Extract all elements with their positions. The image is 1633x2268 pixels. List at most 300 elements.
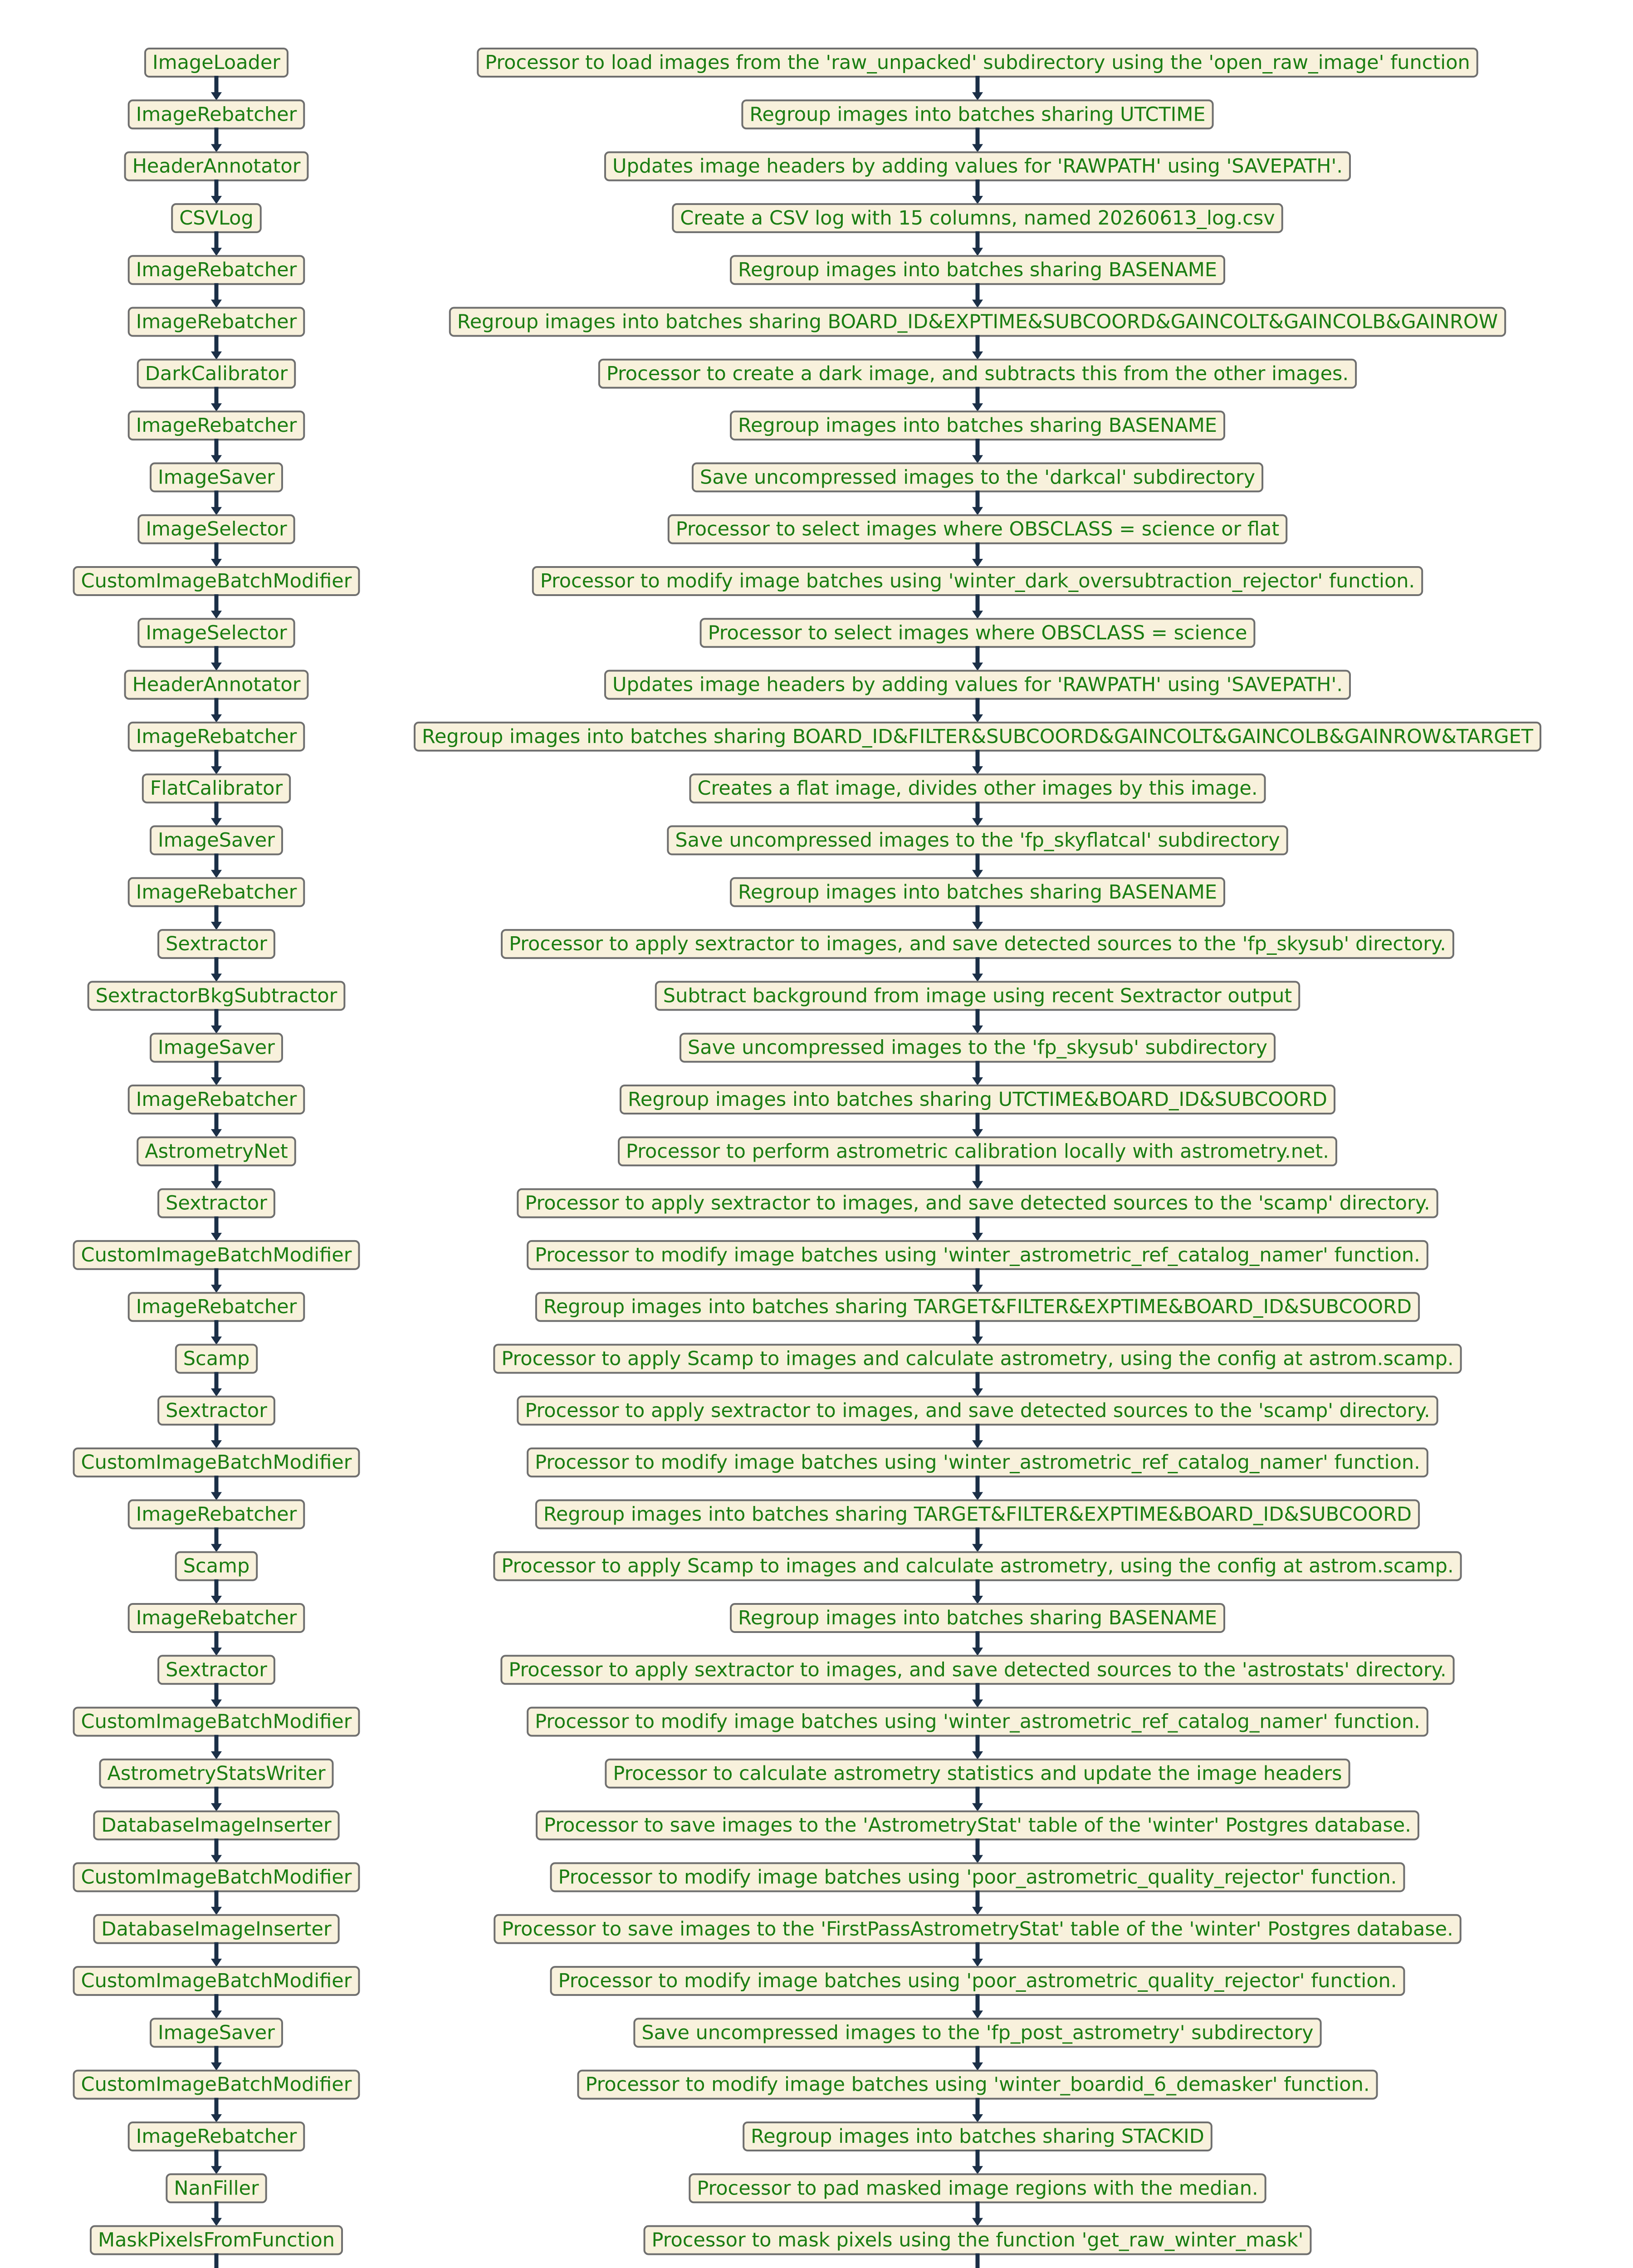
flow-arrow-right	[972, 1735, 983, 1760]
flow-arrow-left	[211, 2098, 222, 2122]
flow-arrow-left-head	[211, 870, 222, 878]
flow-arrow-right	[972, 1164, 983, 1189]
flow-arrow-left-head	[211, 922, 222, 930]
flow-arrow-right-head	[972, 1647, 983, 1656]
flow-arrow-right	[972, 2150, 983, 2174]
flow-arrow-left	[211, 2253, 222, 2268]
flow-arrow-right-head	[972, 507, 983, 515]
step-description	[502, 930, 1453, 958]
step-sextractor-label: Sextractor	[166, 1399, 267, 1422]
flow-arrow-right	[972, 231, 983, 256]
flow-arrow-right-head	[972, 2166, 983, 2174]
flow-arrow-left-head	[211, 818, 222, 826]
step-description	[528, 1708, 1428, 1736]
flow-arrow-left-head	[211, 1337, 222, 1345]
step-custom-image-batch-modifier	[74, 1448, 359, 1476]
step-custom-image-batch-modifier-label: CustomImageBatchModifier	[81, 1451, 352, 1474]
step-custom-image-batch-modifier	[74, 1708, 359, 1736]
flow-arrow-right	[972, 698, 983, 723]
flow-arrow-right-head	[972, 559, 983, 567]
step-scamp	[176, 1345, 257, 1373]
step-description-label: Regroup images into batches sharing TARGET&FILTER&EXPTIME&BOARD_ID&SUBCOORD	[543, 1295, 1412, 1319]
flow-arrow-left-head	[211, 1440, 222, 1448]
step-description	[537, 1811, 1418, 1839]
step-image-rebatcher-label: ImageRebatcher	[136, 310, 297, 333]
step-description-label: Regroup images into batches sharing BASENAME	[738, 259, 1217, 282]
step-image-rebatcher	[129, 1293, 304, 1321]
step-image-selector	[138, 515, 294, 543]
flow-arrow-left-head	[211, 248, 222, 256]
step-description	[551, 1863, 1404, 1892]
flow-arrow-right-head	[972, 144, 983, 152]
step-description-label: Processor to modify image batches using 'poor_astrometric_quality_rejector' function.	[558, 1970, 1397, 1993]
flow-arrow-right	[972, 594, 983, 619]
flow-arrow-left	[211, 127, 222, 152]
step-scamp-label: Scamp	[183, 1347, 250, 1370]
flow-arrow-right	[972, 1527, 983, 1552]
step-csvlog-label: CSVLog	[179, 206, 254, 230]
flow-arrow-right	[972, 802, 983, 826]
flow-arrow-left-head	[211, 1751, 222, 1760]
step-description	[668, 826, 1287, 855]
step-description-label: Regroup images into batches sharing BOARD_ID&EXPTIME&SUBCOORD&GAINCOLT&GAINCOLB&GAINROW	[457, 310, 1498, 333]
flow-arrow-left-head	[211, 144, 222, 152]
step-description	[743, 2122, 1212, 2151]
flow-arrow-right	[972, 1579, 983, 1604]
flow-arrow-left-head	[211, 2010, 222, 2019]
flow-arrow-right	[972, 1217, 983, 1241]
flow-arrow-left-head	[211, 1026, 222, 1034]
step-custom-image-batch-modifier-label: CustomImageBatchModifier	[81, 1866, 352, 1889]
flow-arrow-left	[211, 439, 222, 463]
step-description-label: Processor to apply sextractor to images, and save detected sources to the 'fp_skysub' directory.	[509, 933, 1446, 956]
flow-arrow-right-head	[972, 1337, 983, 1345]
flow-arrow-right-head	[972, 248, 983, 256]
flow-arrow-right-head	[972, 1544, 983, 1552]
step-dark-calibrator-label: DarkCalibrator	[145, 362, 288, 385]
flow-arrow-right	[972, 283, 983, 308]
step-sextractor	[158, 930, 274, 958]
step-description	[645, 2226, 1311, 2254]
flow-arrow-left	[211, 1683, 222, 1707]
flow-arrow-right-head	[972, 403, 983, 411]
step-database-image-inserter-label: DatabaseImageInserter	[101, 1814, 332, 1837]
flow-arrow-right	[972, 1372, 983, 1397]
flow-arrow-right-head	[972, 1596, 983, 1604]
flow-arrow-right-head	[972, 870, 983, 878]
flow-arrow-right-head	[972, 1181, 983, 1189]
step-description	[501, 1656, 1453, 1684]
step-sextractor-bkg-subtractor	[88, 982, 345, 1010]
step-csvlog	[172, 204, 261, 232]
step-description-label: Regroup images into batches sharing BASENAME	[738, 880, 1217, 904]
step-astrometry-net	[137, 1137, 295, 1165]
step-description-label: Updates image headers by adding values for 'RAWPATH' using 'SAVEPATH'.	[612, 155, 1343, 178]
step-description	[578, 2071, 1377, 2099]
flow-arrow-right-head	[972, 1077, 983, 1085]
step-custom-image-batch-modifier	[74, 567, 359, 595]
flow-arrow-right	[972, 1994, 983, 2019]
step-description	[536, 1500, 1419, 1528]
step-description-label: Processor to load images from the 'raw_unpacked' subdirectory using the 'open_raw_image' function	[485, 51, 1470, 74]
step-header-annotator	[125, 152, 308, 181]
step-image-rebatcher-label: ImageRebatcher	[136, 414, 297, 437]
step-description-label: Save uncompressed images to the 'fp_skyflatcal' subdirectory	[675, 829, 1280, 852]
step-description-label: Processor to apply sextractor to images, and save detected sources to the 'astrostats' directory.	[508, 1658, 1447, 1681]
flow-arrow-left	[211, 1735, 222, 1760]
flow-arrow-left-head	[211, 2218, 222, 2226]
step-description	[693, 463, 1262, 491]
flow-arrow-left-head	[211, 1803, 222, 1811]
step-description-label: Regroup images into batches sharing STACKID	[751, 2125, 1204, 2148]
step-custom-image-batch-modifier-label: CustomImageBatchModifier	[81, 2073, 352, 2096]
processor-name-column	[74, 49, 359, 2268]
step-description	[634, 2019, 1320, 2047]
step-custom-image-batch-modifier	[74, 2071, 359, 2099]
step-image-selector-label: ImageSelector	[146, 621, 287, 645]
flow-arrow-left-head	[211, 1544, 222, 1552]
flow-arrow-right	[972, 1476, 983, 1500]
step-database-image-inserter-label: DatabaseImageInserter	[101, 1917, 332, 1941]
step-description	[478, 49, 1477, 77]
step-astrometry-stats-writer	[100, 1760, 332, 1788]
step-description-label: Processor to modify image batches using 'winter_astrometric_ref_catalog_namer' function.	[535, 1451, 1420, 1474]
step-image-rebatcher-label: ImageRebatcher	[136, 725, 297, 748]
step-custom-image-batch-modifier	[74, 1967, 359, 1995]
flow-arrow-left	[211, 1891, 222, 1915]
step-dark-calibrator	[138, 360, 295, 388]
step-custom-image-batch-modifier-label: CustomImageBatchModifier	[81, 570, 352, 592]
step-description	[605, 671, 1350, 699]
step-image-rebatcher	[129, 256, 304, 284]
flow-arrow-right	[972, 2201, 983, 2226]
flow-arrow-left-head	[211, 611, 222, 619]
step-description	[606, 1760, 1349, 1788]
flow-arrow-right	[972, 490, 983, 515]
step-image-rebatcher-label: ImageRebatcher	[136, 880, 297, 904]
step-description	[656, 982, 1299, 1010]
flow-arrow-right-head	[972, 1907, 983, 1915]
step-description-label: Processor to apply sextractor to images, and save detected sources to the 'scamp' directory.	[525, 1192, 1430, 1215]
step-description	[494, 1345, 1461, 1373]
flow-arrow-right-head	[972, 1233, 983, 1241]
step-sextractor-label: Sextractor	[166, 1658, 267, 1681]
step-description-label: Processor to apply Scamp to images and calculate astrometry, using the config at astrom.scamp.	[501, 1347, 1454, 1370]
flow-arrow-right-head	[972, 1855, 983, 1863]
flow-arrow-left-head	[211, 1388, 222, 1397]
step-custom-image-batch-modifier-label: CustomImageBatchModifier	[81, 1243, 352, 1266]
flow-arrow-left	[211, 1320, 222, 1344]
step-image-rebatcher	[129, 1604, 304, 1632]
flow-arrow-right	[972, 76, 983, 100]
flow-arrow-right	[972, 1891, 983, 1915]
step-header-annotator-label: HeaderAnnotator	[132, 155, 301, 178]
step-image-rebatcher	[129, 411, 304, 440]
step-image-saver-label: ImageSaver	[158, 1036, 275, 1059]
flow-arrow-right-head	[972, 1751, 983, 1760]
step-image-rebatcher	[129, 2122, 304, 2151]
flow-arrow-right	[972, 1113, 983, 1137]
flow-arrow-right	[972, 854, 983, 878]
flow-arrow-left-head	[211, 507, 222, 515]
flow-arrow-right	[972, 127, 983, 152]
flow-arrow-right-head	[972, 1959, 983, 1967]
flow-arrow-right-head	[972, 922, 983, 930]
step-image-saver	[151, 826, 282, 855]
step-description-label: Processor to apply Scamp to images and calculate astrometry, using the config at astrom.scamp.	[501, 1554, 1454, 1578]
flow-arrow-left-head	[211, 1959, 222, 1967]
flow-arrow-left	[211, 957, 222, 982]
flow-arrow-left	[211, 1527, 222, 1552]
step-description	[731, 1604, 1224, 1632]
step-image-rebatcher-label: ImageRebatcher	[136, 1295, 297, 1319]
step-description-label: Processor to calculate astrometry statistics and update the image headers	[613, 1762, 1342, 1785]
flow-arrow-left-head	[211, 559, 222, 567]
step-description	[518, 1189, 1437, 1217]
step-mask-pixels-from-function	[91, 2226, 342, 2254]
flow-arrow-right-head	[972, 455, 983, 463]
step-description-label: Processor to modify image batches using 'poor_astrometric_quality_rejector' function.	[558, 1866, 1397, 1889]
step-description	[701, 619, 1255, 647]
step-custom-image-batch-modifier	[74, 1241, 359, 1269]
flow-arrow-left-head	[211, 352, 222, 360]
step-database-image-inserter	[94, 1915, 338, 1943]
step-description-label: Regroup images into batches sharing UTCTIME	[749, 103, 1206, 126]
step-image-rebatcher-label: ImageRebatcher	[136, 103, 297, 126]
step-description	[731, 256, 1224, 284]
flow-arrow-left	[211, 1217, 222, 1241]
step-image-rebatcher-label: ImageRebatcher	[136, 1503, 297, 1526]
flow-arrow-left	[211, 1268, 222, 1293]
flow-arrow-right-head	[972, 766, 983, 774]
flow-arrow-right-head	[972, 714, 983, 723]
step-description-label: Updates image headers by adding values for 'RAWPATH' using 'SAVEPATH'.	[612, 673, 1343, 696]
step-image-selector-label: ImageSelector	[146, 518, 287, 541]
flow-arrow-right-head	[972, 663, 983, 671]
step-mask-pixels-from-function-label: MaskPixelsFromFunction	[98, 2229, 335, 2252]
flow-arrow-left-head	[211, 714, 222, 723]
step-header-annotator	[125, 671, 308, 699]
step-image-rebatcher	[129, 308, 304, 336]
flow-arrow-right	[972, 1320, 983, 1344]
flow-arrow-left-head	[211, 1700, 222, 1708]
step-header-annotator-label: HeaderAnnotator	[132, 673, 301, 696]
step-sextractor	[158, 1189, 274, 1217]
flow-arrow-right	[972, 1061, 983, 1085]
step-description	[689, 2174, 1265, 2202]
step-description-label: Processor to modify image batches using 'winter_dark_oversubtraction_rejector' function.	[540, 570, 1415, 592]
step-scamp-label: Scamp	[183, 1554, 250, 1578]
flow-arrow-left-head	[211, 1492, 222, 1500]
step-image-rebatcher	[129, 723, 304, 751]
flow-arrow-left	[211, 1994, 222, 2019]
flow-arrow-right-head	[972, 973, 983, 982]
flow-arrow-left-head	[211, 1596, 222, 1604]
flow-arrow-right-head	[972, 2114, 983, 2122]
step-description	[494, 1915, 1461, 1943]
step-description	[450, 308, 1505, 336]
step-image-rebatcher-label: ImageRebatcher	[136, 2125, 297, 2148]
flow-arrow-left	[211, 698, 222, 723]
step-description-label: Processor to mask pixels using the function 'get_raw_winter_mask'	[651, 2229, 1304, 2252]
step-description-label: Processor to pad masked image regions with the median.	[697, 2177, 1258, 2200]
step-scamp	[176, 1552, 257, 1580]
flow-arrow-left	[211, 1631, 222, 1656]
flow-arrow-right	[972, 646, 983, 670]
step-image-rebatcher-label: ImageRebatcher	[136, 1088, 297, 1111]
step-description	[494, 1552, 1461, 1580]
step-image-rebatcher	[129, 1085, 304, 1114]
step-description-label: Processor to perform astrometric calibration locally with astrometry.net.	[626, 1140, 1329, 1163]
flow-arrow-left-head	[211, 196, 222, 204]
step-image-saver-label: ImageSaver	[158, 2021, 275, 2044]
flow-arrow-left-head	[211, 973, 222, 982]
flow-arrow-right-head	[972, 1700, 983, 1708]
flow-arrow-left	[211, 1942, 222, 1967]
flow-arrow-right-head	[972, 1129, 983, 1137]
step-image-rebatcher-label: ImageRebatcher	[136, 259, 297, 282]
flow-arrow-left	[211, 1579, 222, 1604]
processor-description-column	[415, 49, 1540, 2268]
flow-arrow-left	[211, 2046, 222, 2070]
flow-arrow-left	[211, 180, 222, 204]
step-nan-filler	[166, 2174, 266, 2202]
step-custom-image-batch-modifier	[74, 1863, 359, 1892]
step-description-label: Processor to save images to the 'AstrometryStat' table of the 'winter' Postgres database.	[544, 1814, 1411, 1837]
flow-arrow-left	[211, 1838, 222, 1863]
step-description-label: Processor to select images where OBSCLASS = science	[708, 621, 1247, 645]
flow-arrow-left	[211, 543, 222, 567]
flow-arrow-right-head	[972, 196, 983, 204]
flow-arrow-right-head	[972, 1440, 983, 1448]
flow-arrow-right-head	[972, 300, 983, 308]
step-image-saver	[151, 463, 282, 491]
step-description-label: Regroup images into batches sharing UTCTIME&BOARD_ID&SUBCOORD	[627, 1088, 1328, 1111]
step-description	[533, 567, 1422, 595]
step-description-label: Regroup images into batches sharing BASENAME	[738, 1607, 1217, 1629]
flow-arrow-left-head	[211, 455, 222, 463]
flow-arrow-left	[211, 750, 222, 774]
flow-arrow-right	[972, 1268, 983, 1293]
step-database-image-inserter	[94, 1811, 338, 1839]
step-sextractor-bkg-subtractor-label: SextractorBkgSubtractor	[95, 984, 337, 1007]
flow-arrow-left-head	[211, 92, 222, 100]
step-description	[528, 1448, 1428, 1476]
flow-arrow-left	[211, 1787, 222, 1811]
flow-arrow-right	[972, 1787, 983, 1811]
step-description-label: Regroup images into batches sharing TARGET&FILTER&EXPTIME&BOARD_ID&SUBCOORD	[543, 1503, 1412, 1526]
step-description	[673, 204, 1282, 232]
step-description-label: Processor to modify image batches using 'winter_astrometric_ref_catalog_namer' function.	[535, 1243, 1420, 1266]
step-astrometry-stats-writer-label: AstrometryStatsWriter	[107, 1762, 326, 1785]
step-flat-calibrator-label: FlatCalibrator	[150, 777, 283, 800]
flow-arrow-left-head	[211, 1129, 222, 1137]
step-sextractor-label: Sextractor	[166, 933, 267, 956]
step-description-label: Processor to select images where OBSCLASS = science or flat	[675, 518, 1280, 541]
step-sextractor-label: Sextractor	[166, 1192, 267, 1215]
flow-arrow-left-head	[211, 300, 222, 308]
flow-arrow-left	[211, 854, 222, 878]
step-description-label: Save uncompressed images to the 'fp_skysub' subdirectory	[687, 1036, 1268, 1059]
step-description	[536, 1293, 1419, 1321]
flow-arrow-right	[972, 180, 983, 204]
step-description-label: Regroup images into batches sharing BASENAME	[738, 414, 1217, 437]
flow-arrow-left-head	[211, 1077, 222, 1085]
step-image-loader	[145, 49, 288, 77]
flow-arrow-left-head	[211, 403, 222, 411]
flow-arrow-right	[972, 1631, 983, 1656]
step-image-rebatcher	[129, 100, 304, 128]
step-description	[599, 360, 1356, 388]
flow-arrow-left	[211, 283, 222, 308]
step-description	[680, 1034, 1275, 1062]
flow-arrow-left	[211, 490, 222, 515]
step-description-label: Processor to create a dark image, and subtracts this from the other images.	[606, 362, 1349, 385]
flow-arrow-left-head	[211, 1855, 222, 1863]
step-image-loader-label: ImageLoader	[152, 51, 280, 74]
step-image-rebatcher-label: ImageRebatcher	[136, 1607, 297, 1629]
flow-arrow-right-head	[972, 1026, 983, 1034]
step-description-label: Processor to modify image batches using 'winter_boardid_6_demasker' function.	[585, 2073, 1370, 2096]
step-description	[690, 774, 1265, 802]
flow-arrow-right	[972, 2253, 983, 2268]
flow-arrow-right	[972, 1942, 983, 1967]
flow-arrow-left	[211, 1061, 222, 1085]
step-image-rebatcher	[129, 1500, 304, 1528]
step-nan-filler-label: NanFiller	[174, 2177, 259, 2200]
flow-arrow-left	[211, 1164, 222, 1189]
flow-arrow-right-head	[972, 1492, 983, 1500]
step-image-saver	[151, 1034, 282, 1062]
step-description	[518, 1397, 1437, 1425]
flow-arrow-left	[211, 1113, 222, 1137]
step-description-label: Create a CSV log with 15 columns, named 20260613_log.csv	[680, 206, 1275, 230]
step-description-label: Processor to save images to the 'FirstPassAstrometryStat' table of the 'winter' Postgres database.	[502, 1917, 1453, 1941]
flow-arrow-right	[972, 387, 983, 411]
flow-arrow-right	[972, 750, 983, 774]
step-image-saver-label: ImageSaver	[158, 829, 275, 852]
step-custom-image-batch-modifier-label: CustomImageBatchModifier	[81, 1970, 352, 1993]
flow-arrow-left-head	[211, 1181, 222, 1189]
flow-arrow-left-head	[211, 1907, 222, 1915]
flow-arrow-left	[211, 1009, 222, 1033]
flow-arrow-left-head	[211, 1233, 222, 1241]
step-description-label: Save uncompressed images to the 'darkcal' subdirectory	[699, 466, 1256, 489]
flow-arrow-right-head	[972, 1388, 983, 1397]
step-flat-calibrator	[143, 774, 290, 802]
flow-arrow-left	[211, 905, 222, 930]
step-description-label: Processor to apply sextractor to images, and save detected sources to the 'scamp' directory.	[525, 1399, 1430, 1422]
flow-arrow-right	[972, 1838, 983, 1863]
flow-arrow-right	[972, 957, 983, 982]
flow-arrow-left-head	[211, 663, 222, 671]
flow-arrow-left	[211, 1372, 222, 1397]
flow-arrow-left	[211, 387, 222, 411]
flow-arrow-right	[972, 1009, 983, 1033]
flow-arrow-left-head	[211, 1647, 222, 1656]
flow-arrow-right	[972, 439, 983, 463]
step-description	[669, 515, 1286, 543]
flow-arrow-right-head	[972, 1803, 983, 1811]
step-description	[551, 1967, 1404, 1995]
step-description-label: Creates a flat image, divides other images by this image.	[697, 777, 1258, 800]
flow-arrow-left	[211, 231, 222, 256]
flow-arrow-left-head	[211, 1285, 222, 1293]
step-image-rebatcher	[129, 878, 304, 906]
flow-arrow-right	[972, 1683, 983, 1707]
step-image-saver-label: ImageSaver	[158, 466, 275, 489]
flow-arrow-left-head	[211, 2063, 222, 2071]
